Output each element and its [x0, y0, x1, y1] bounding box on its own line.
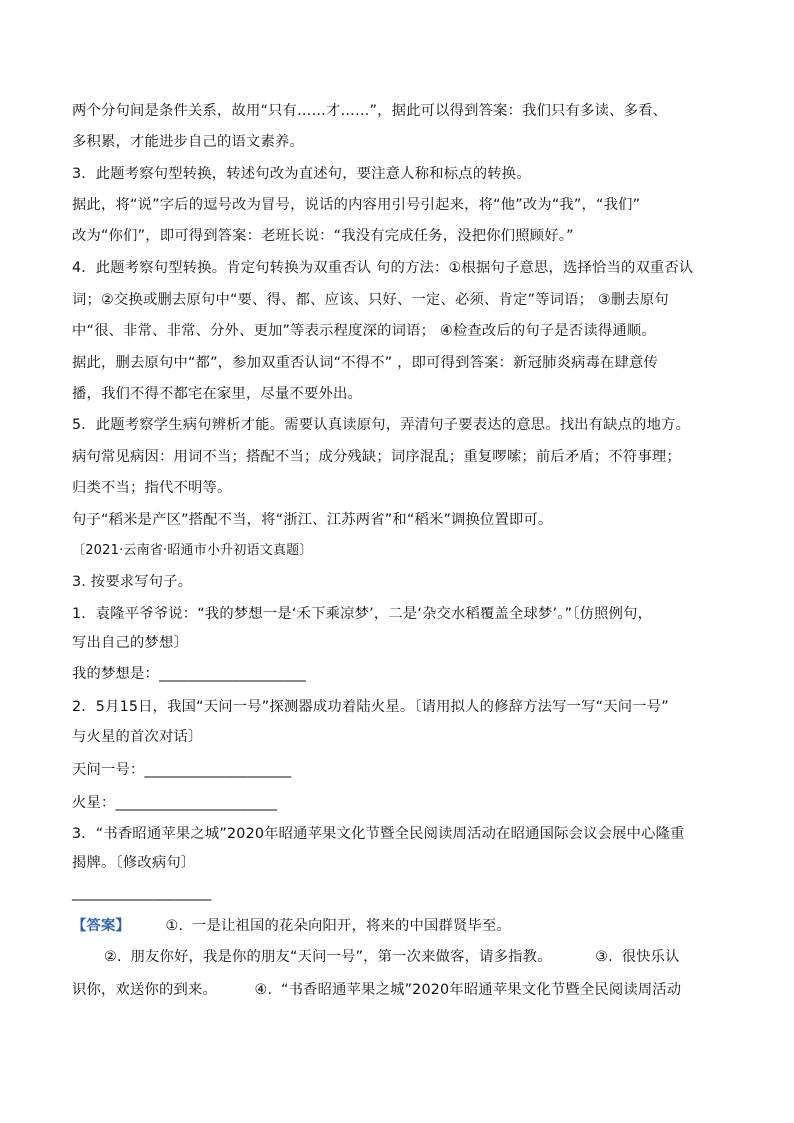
text-line: 据此，删去原句中“都”，参加双重否认词“不得不” ，即可得到答案：新冠肺炎病毒在肆意传: [72, 355, 659, 371]
text-line: 2．5月15日，我国“天问一号”探测器成功着陆火星。〔请用拟人的修辞方法写一写“天问一号”: [72, 699, 669, 715]
text-line: 3．此题考察句型转换，转述句改为直述句，要注意人称和标点的转换。: [72, 166, 531, 182]
text-line: 揭牌。〔修改病句〕: [72, 855, 196, 871]
answer-line-3: [72, 980, 681, 1000]
answer-number: ②.: [104, 949, 122, 965]
answer-blank-line: 天问一号：____________________: [72, 762, 292, 778]
answer-text: 很快乐认: [621, 949, 680, 965]
text-line: 3．“书香昭通苹果之城”2020年昭通苹果文化节暨全民阅读周活动在昭通国际会议会展中心隆重: [72, 826, 685, 842]
question-heading: 3. 按要求写句子。: [72, 574, 193, 590]
text-line: 5．此题考察学生病句辨析才能。需要认真读原句，弄清句子要表达的意思。找出有缺点的地方。: [72, 417, 691, 433]
answer-text: 朋友你好，我是你的朋友“天问一号”，第一次来做客，请多指教。: [130, 949, 552, 965]
text-line: 据此，将“说”字后的逗号改为冒号，说话的内容用引号引起来，将“他”改为“我”，“我们”: [72, 197, 641, 213]
text-line: 4．此题考察句型转换。肯定句转换为双重否认 句的方法：①根据句子意思，选择恰当的双重否认: [72, 260, 694, 276]
answer-number: ①.: [165, 918, 184, 934]
answer-text: 识你，欢送你的到来。: [72, 982, 217, 998]
answer-text: 一是让祖国的花朵向阳开，将来的中国群贤毕至。: [192, 918, 511, 934]
answer-blank-line: ___________________: [72, 885, 212, 901]
text-line: 写出自己的梦想〕: [72, 635, 188, 651]
text-line: 播，我们不得不都宅在家里，尽量不要外出。: [72, 386, 362, 402]
answer-tag: 【答案】: [72, 918, 130, 934]
text-line: 病句常见病因：用词不当；搭配不当；成分残缺；词序混乱；重复啰嗦；前后矛盾；不符事理；: [72, 449, 681, 465]
answer-line-1: [72, 916, 511, 936]
answer-number: ④.: [254, 982, 273, 998]
text-line: 归类不当；指代不明等。: [72, 480, 232, 496]
answer-blank-line: 我的梦想是：____________________: [72, 666, 306, 682]
answer-blank-line: 火星：______________________: [72, 795, 278, 811]
text-line: 两个分句间是条件关系，故用“只有……才……”，据此可以得到答案：我们只有多读、多看、: [72, 103, 668, 119]
source-note: 〔2021·云南省·昭通市小升初语文真题〕: [72, 543, 313, 558]
text-line: 与火星的首次对话〕: [72, 729, 203, 745]
text-line: 词；②交换或删去原句中“要、得、都、应该、只好、一定、必须、肯定”等词语； ③删去原句: [72, 292, 669, 308]
answer-line-2: [100, 947, 680, 967]
text-line: 中“很、非常、非常、分外、更加”等表示程度深的词语； ④检查改后的句子是否读得通顺。: [72, 323, 656, 339]
text-line: 多积累，才能进步自己的语文素养。: [72, 134, 304, 150]
text-line: 1．袁隆平爷爷说：“我的梦想一是‘禾下乘凉梦’，二是‘杂交水稻覆盖全球梦’。”〔仿照例句，: [72, 606, 653, 622]
text-line: 改为“你们”，即可得到答案：老班长说：“我没有完成任务，没把你们照顾好。”: [72, 228, 574, 244]
text-line: 句子“稻米是产区”搭配不当，将“浙江、江苏两省”和“稻米”调换位置即可。: [72, 512, 553, 528]
answer-number: ③.: [595, 949, 613, 965]
answer-text: “书香昭通苹果之城”2020年昭通苹果文化节暨全民阅读周活动: [280, 982, 682, 998]
